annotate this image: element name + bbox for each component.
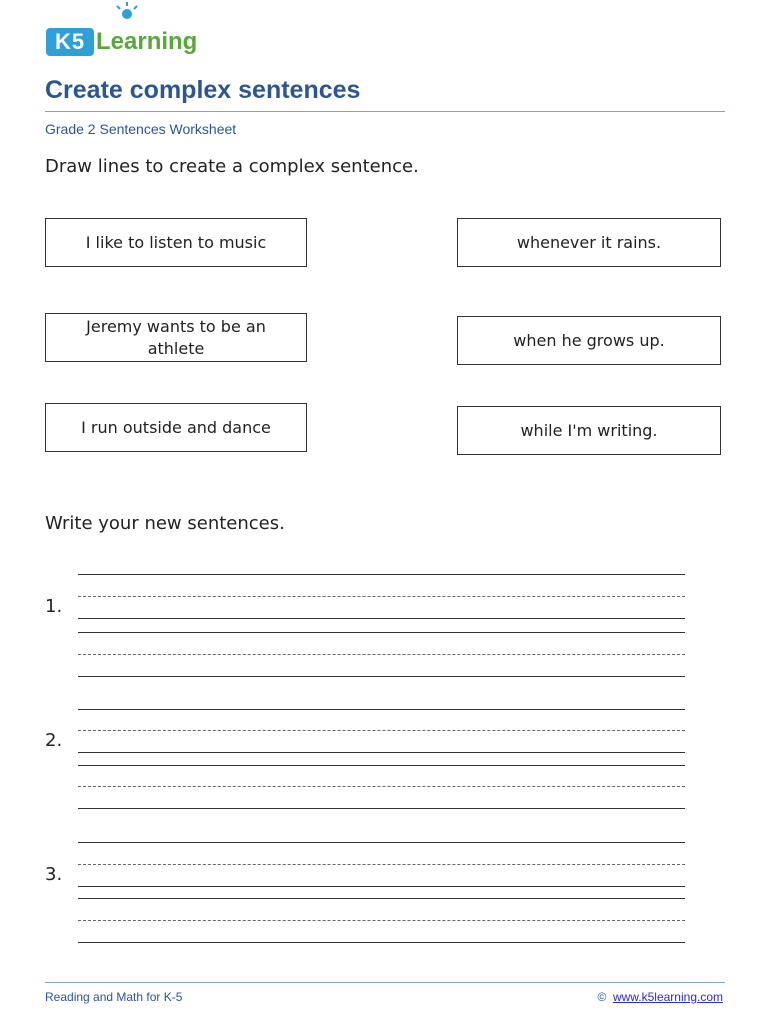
writing-line-mid	[78, 654, 685, 655]
k5learning-link[interactable]: www.k5learning.com	[612, 990, 723, 1004]
writing-line-mid	[78, 596, 685, 597]
right-clause-box: whenever it rains.	[457, 218, 721, 267]
page-title: Create complex sentences	[45, 76, 361, 104]
copyright-symbol: ©	[597, 990, 607, 1004]
instruction-draw-lines: Draw lines to create a complex sentence.	[45, 156, 419, 177]
writing-line-top	[78, 842, 685, 843]
writing-line-base	[78, 618, 685, 619]
writing-line-mid	[78, 920, 685, 921]
writing-line-top	[78, 574, 685, 575]
right-clause-box: while I'm writing.	[457, 406, 721, 455]
answer-number: 3.	[45, 864, 63, 885]
worksheet-subtitle: Grade 2 Sentences Worksheet	[45, 121, 237, 137]
footer-divider	[45, 982, 725, 983]
writing-line-mid	[78, 786, 685, 787]
title-divider	[45, 111, 725, 112]
writing-line-base	[78, 808, 685, 809]
left-clause-box: I like to listen to music	[45, 218, 307, 267]
logo-spark-icon	[112, 0, 142, 22]
answer-number: 1.	[45, 596, 63, 617]
logo-wordmark: Learning	[96, 28, 198, 55]
writing-line-top	[78, 898, 685, 899]
left-clause-box: I run outside and dance	[45, 403, 307, 452]
writing-line-base	[78, 676, 685, 677]
left-clause-box: Jeremy wants to be an athlete	[45, 313, 307, 362]
writing-line-mid	[78, 864, 685, 865]
right-clause-box: when he grows up.	[457, 316, 721, 365]
k5-learning-logo	[46, 16, 197, 60]
footer-link-group	[597, 990, 723, 1004]
writing-line-top	[78, 709, 685, 710]
logo-k5-badge: K5	[46, 28, 94, 56]
writing-line-top	[78, 632, 685, 633]
instruction-write-sentences: Write your new sentences.	[45, 513, 285, 534]
footer-tagline: Reading and Math for K-5	[45, 990, 183, 1004]
writing-line-base	[78, 886, 685, 887]
writing-line-base	[78, 752, 685, 753]
writing-line-top	[78, 765, 685, 766]
writing-line-base	[78, 942, 685, 943]
answer-number: 2.	[45, 730, 63, 751]
writing-line-mid	[78, 730, 685, 731]
